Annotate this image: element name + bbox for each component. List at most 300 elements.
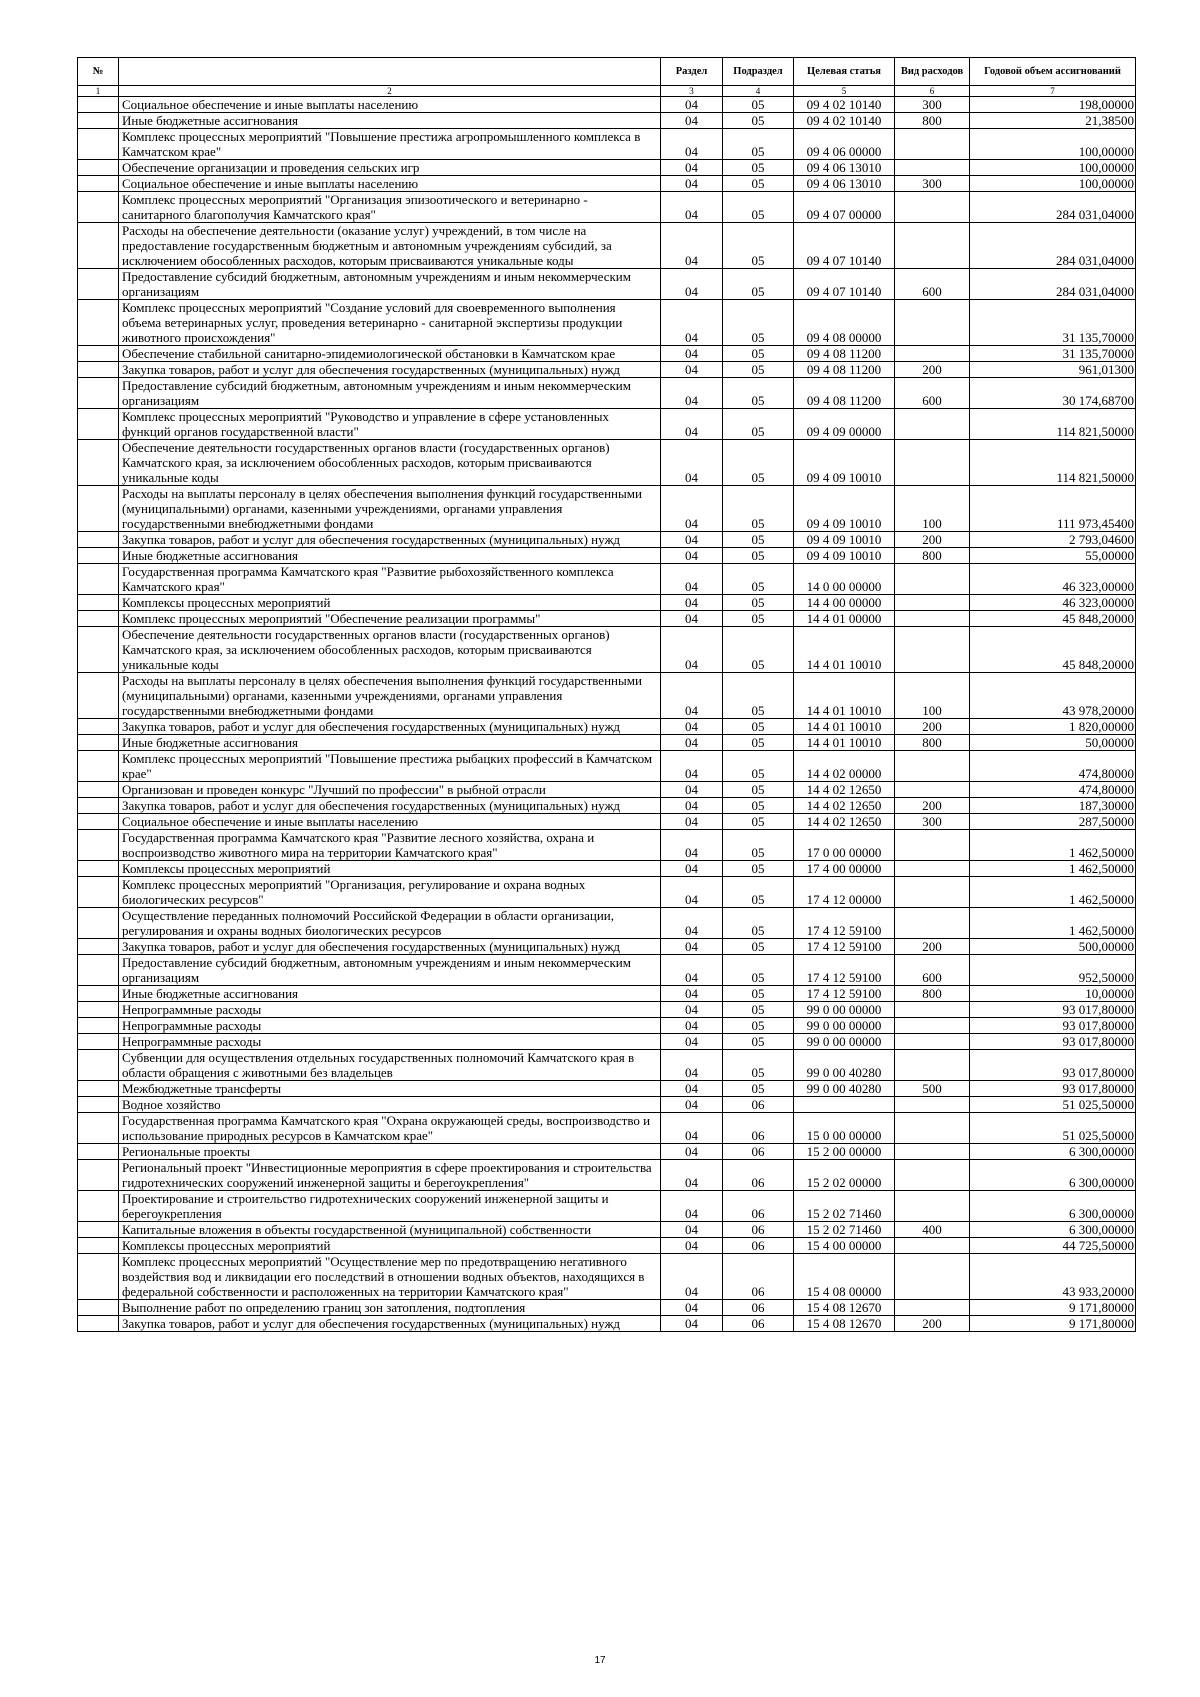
row-expense-type-cell: 300 [895,814,970,830]
row-amount-cell: 93 017,80000 [970,1018,1136,1034]
table-row [78,564,1136,595]
row-number-cell [78,798,119,814]
row-number-cell [78,548,119,564]
row-name-cell: Государственная программа Камчатского края "Охрана окружающей среды, воспроизводство и использование природных ресурсов в Камчатском крае" [119,1113,661,1144]
row-number-cell [78,1254,119,1300]
row-subsection-cell: 05 [723,1018,794,1034]
row-amount-cell: 474,80000 [970,751,1136,782]
row-target-cell: 09 4 02 10140 [794,97,895,113]
row-name-cell: Межбюджетные трансферты [119,1081,661,1097]
row-amount-cell: 961,01300 [970,362,1136,378]
row-expense-type-cell [895,595,970,611]
row-name-cell: Иные бюджетные ассигнования [119,986,661,1002]
row-amount-cell: 45 848,20000 [970,627,1136,673]
row-expense-type-cell [895,192,970,223]
table-row [78,1160,1136,1191]
row-expense-type-cell: 400 [895,1222,970,1238]
row-section-cell: 04 [661,830,723,861]
row-number-cell [78,113,119,129]
row-target-cell: 17 0 00 00000 [794,830,895,861]
row-subsection-cell: 05 [723,673,794,719]
row-target-cell: 15 0 00 00000 [794,1113,895,1144]
row-name-cell: Проектирование и строительство гидротехнических сооружений инженерной защиты и берегоукрепления [119,1191,661,1222]
column-number-row [78,86,1136,97]
row-expense-type-cell [895,782,970,798]
row-amount-cell: 31 135,70000 [970,346,1136,362]
table-row [78,160,1136,176]
row-number-cell [78,595,119,611]
table-row [78,548,1136,564]
row-expense-type-cell: 600 [895,378,970,409]
row-section-cell: 04 [661,1316,723,1332]
table-row [78,113,1136,129]
row-name-cell: Обеспечение стабильной санитарно-эпидемиологической обстановки в Камчатском крае [119,346,661,362]
row-target-cell: 09 4 08 11200 [794,362,895,378]
row-expense-type-cell [895,1300,970,1316]
row-number-cell [78,861,119,877]
row-section-cell: 04 [661,627,723,673]
row-section-cell: 04 [661,798,723,814]
row-section-cell: 04 [661,223,723,269]
row-number-cell [78,1113,119,1144]
column-number: 4 [723,86,794,97]
row-target-cell: 15 2 02 71460 [794,1191,895,1222]
column-number: 7 [970,86,1136,97]
header-no: № [78,58,119,86]
column-number: 6 [895,86,970,97]
row-number-cell [78,223,119,269]
table-row [78,627,1136,673]
row-section-cell: 04 [661,1050,723,1081]
table-row [78,1097,1136,1113]
row-amount-cell: 93 017,80000 [970,1050,1136,1081]
row-subsection-cell: 05 [723,1034,794,1050]
row-name-cell: Комплекс процессных мероприятий "Повышение престижа агропромышленного комплекса в Камчатском крае" [119,129,661,160]
row-target-cell: 14 4 00 00000 [794,595,895,611]
row-expense-type-cell: 200 [895,362,970,378]
row-subsection-cell: 06 [723,1316,794,1332]
row-amount-cell: 6 300,00000 [970,1144,1136,1160]
row-amount-cell: 100,00000 [970,129,1136,160]
row-amount-cell: 9 171,80000 [970,1316,1136,1332]
row-target-cell: 14 4 01 10010 [794,673,895,719]
row-number-cell [78,830,119,861]
row-expense-type-cell [895,861,970,877]
row-number-cell [78,751,119,782]
row-target-cell: 09 4 07 10140 [794,223,895,269]
row-number-cell [78,362,119,378]
header-expense-type: Вид расходов [895,58,970,86]
row-section-cell: 04 [661,939,723,955]
row-amount-cell: 500,00000 [970,939,1136,955]
row-number-cell [78,1316,119,1332]
table-row [78,97,1136,113]
row-name-cell: Расходы на выплаты персоналу в целях обеспечения выполнения функций государственными (муниципальными) органами, казенными учреждениями, органами управления государственными внебюджетными фондами [119,673,661,719]
budget-table [77,57,1136,1332]
row-name-cell: Закупка товаров, работ и услуг для обеспечения государственных (муниципальных) нужд [119,798,661,814]
page-number: 17 [594,1655,606,1666]
row-target-cell: 09 4 07 10140 [794,269,895,300]
row-amount-cell: 21,38500 [970,113,1136,129]
row-amount-cell: 43 978,20000 [970,673,1136,719]
table-row [78,955,1136,986]
table-row [78,1191,1136,1222]
row-expense-type-cell [895,1034,970,1050]
row-expense-type-cell: 300 [895,97,970,113]
row-subsection-cell: 05 [723,798,794,814]
row-amount-cell: 55,00000 [970,548,1136,564]
row-number-cell [78,1018,119,1034]
row-section-cell: 04 [661,1097,723,1113]
row-section-cell: 04 [661,735,723,751]
row-amount-cell: 952,50000 [970,955,1136,986]
row-subsection-cell: 05 [723,486,794,532]
row-expense-type-cell [895,908,970,939]
row-target-cell: 14 4 01 00000 [794,611,895,627]
row-expense-type-cell: 800 [895,548,970,564]
table-row [78,877,1136,908]
table-row [78,939,1136,955]
row-subsection-cell: 05 [723,223,794,269]
row-subsection-cell: 06 [723,1238,794,1254]
row-target-cell: 17 4 00 00000 [794,861,895,877]
row-section-cell: 04 [661,564,723,595]
table-row [78,1034,1136,1050]
row-amount-cell: 9 171,80000 [970,1300,1136,1316]
row-number-cell [78,532,119,548]
row-section-cell: 04 [661,1191,723,1222]
row-section-cell: 04 [661,908,723,939]
row-number-cell [78,97,119,113]
row-expense-type-cell: 300 [895,176,970,192]
row-amount-cell: 284 031,04000 [970,269,1136,300]
row-expense-type-cell [895,346,970,362]
row-target-cell: 14 4 02 12650 [794,814,895,830]
row-amount-cell: 100,00000 [970,176,1136,192]
row-subsection-cell: 06 [723,1254,794,1300]
table-row [78,673,1136,719]
row-subsection-cell: 05 [723,782,794,798]
row-section-cell: 04 [661,1018,723,1034]
column-number: 1 [78,86,119,97]
row-name-cell: Предоставление субсидий бюджетным, автономным учреждениям и иным некоммерческим организациям [119,269,661,300]
row-expense-type-cell [895,1113,970,1144]
row-section-cell: 04 [661,1300,723,1316]
row-name-cell: Иные бюджетные ассигнования [119,113,661,129]
row-number-cell [78,192,119,223]
row-number-cell [78,814,119,830]
row-expense-type-cell [895,409,970,440]
table-row [78,798,1136,814]
row-target-cell: 99 0 00 00000 [794,1002,895,1018]
row-subsection-cell: 05 [723,955,794,986]
row-target-cell: 14 4 01 10010 [794,719,895,735]
row-target-cell: 17 4 12 59100 [794,955,895,986]
row-subsection-cell: 05 [723,1002,794,1018]
table-row [78,1238,1136,1254]
row-amount-cell: 93 017,80000 [970,1034,1136,1050]
row-number-cell [78,440,119,486]
row-amount-cell: 10,00000 [970,986,1136,1002]
row-section-cell: 04 [661,986,723,1002]
row-amount-cell: 46 323,00000 [970,595,1136,611]
row-number-cell [78,1050,119,1081]
row-expense-type-cell: 100 [895,673,970,719]
row-subsection-cell: 05 [723,129,794,160]
row-amount-cell: 93 017,80000 [970,1081,1136,1097]
row-number-cell [78,735,119,751]
row-amount-cell: 6 300,00000 [970,1160,1136,1191]
table-row [78,1050,1136,1081]
row-expense-type-cell [895,440,970,486]
row-expense-type-cell [895,300,970,346]
row-section-cell: 04 [661,1160,723,1191]
row-amount-cell: 1 462,50000 [970,861,1136,877]
row-subsection-cell: 06 [723,1097,794,1113]
row-section-cell: 04 [661,160,723,176]
row-section-cell: 04 [661,814,723,830]
row-number-cell [78,1191,119,1222]
row-name-cell: Расходы на выплаты персоналу в целях обеспечения выполнения функций государственными (муниципальными) органами, казенными учреждениями, органами управления государственными внебюджетными фондами [119,486,661,532]
row-amount-cell: 46 323,00000 [970,564,1136,595]
row-section-cell: 04 [661,176,723,192]
column-number: 2 [119,86,661,97]
row-expense-type-cell [895,1097,970,1113]
row-name-cell: Расходы на обеспечение деятельности (оказание услуг) учреждений, в том числе на предоставление государственным бюджетным и автономным учреждениям субсидий, за исключением обособленных расходов, которым присваиваются уникальные коды [119,223,661,269]
row-target-cell: 99 0 00 00000 [794,1018,895,1034]
row-expense-type-cell [895,877,970,908]
row-name-cell: Комплекс процессных мероприятий "Создание условий для своевременного выполнения объема ветеринарных услуг, проведения ветеринарно - санитарной экспертизы продукции животного происхождения" [119,300,661,346]
row-target-cell: 09 4 09 10010 [794,532,895,548]
row-name-cell: Комплекс процессных мероприятий "Организация эпизоотического и ветеринарно - санитарного благополучия Камчатского края" [119,192,661,223]
row-subsection-cell: 05 [723,830,794,861]
row-name-cell: Комплексы процессных мероприятий [119,595,661,611]
row-section-cell: 04 [661,751,723,782]
row-expense-type-cell: 500 [895,1081,970,1097]
row-name-cell: Предоставление субсидий бюджетным, автономным учреждениям и иным некоммерческим организациям [119,378,661,409]
row-name-cell: Комплекс процессных мероприятий "Организация, регулирование и охрана водных биологических ресурсов" [119,877,661,908]
row-name-cell: Непрограммные расходы [119,1034,661,1050]
row-section-cell: 04 [661,97,723,113]
row-amount-cell: 50,00000 [970,735,1136,751]
row-section-cell: 04 [661,1254,723,1300]
row-expense-type-cell [895,1018,970,1034]
row-target-cell: 17 4 12 59100 [794,986,895,1002]
row-amount-cell: 287,50000 [970,814,1136,830]
row-subsection-cell: 05 [723,908,794,939]
table-row [78,1316,1136,1332]
row-section-cell: 04 [661,362,723,378]
row-expense-type-cell [895,627,970,673]
row-name-cell: Субвенции для осуществления отдельных государственных полномочий Камчатского края в области обращения с животными без владельцев [119,1050,661,1081]
row-subsection-cell: 05 [723,113,794,129]
row-subsection-cell: 05 [723,564,794,595]
table-row [78,782,1136,798]
row-number-cell [78,611,119,627]
table-row [78,1300,1136,1316]
row-number-cell [78,346,119,362]
row-target-cell: 15 4 08 00000 [794,1254,895,1300]
header-row [78,58,1136,86]
row-number-cell [78,564,119,595]
table-row [78,486,1136,532]
header-subsection: Подраздел [723,58,794,86]
row-expense-type-cell [895,1238,970,1254]
row-number-cell [78,269,119,300]
row-expense-type-cell [895,1144,970,1160]
row-name-cell: Социальное обеспечение и иные выплаты населению [119,814,661,830]
row-subsection-cell: 05 [723,735,794,751]
row-target-cell: 14 4 01 10010 [794,735,895,751]
row-target-cell: 09 4 09 00000 [794,409,895,440]
row-name-cell: Государственная программа Камчатского края "Развитие рыбохозяйственного комплекса Камчатского края" [119,564,661,595]
row-target-cell: 09 4 07 00000 [794,192,895,223]
row-number-cell [78,378,119,409]
row-number-cell [78,1034,119,1050]
row-expense-type-cell: 200 [895,1316,970,1332]
row-target-cell: 09 4 02 10140 [794,113,895,129]
row-number-cell [78,1081,119,1097]
row-amount-cell: 44 725,50000 [970,1238,1136,1254]
row-amount-cell: 1 462,50000 [970,830,1136,861]
row-amount-cell: 284 031,04000 [970,192,1136,223]
row-section-cell: 04 [661,1034,723,1050]
row-amount-cell: 45 848,20000 [970,611,1136,627]
row-section-cell: 04 [661,548,723,564]
header-target: Целевая статья [794,58,895,86]
table-row [78,269,1136,300]
row-name-cell: Комплекс процессных мероприятий "Осуществление мер по предотвращению негативного воздействия вод и ликвидации его последствий в отношении водных объектов, находящихся в федеральной собственности и расположенных на территории Камчатского края" [119,1254,661,1300]
row-expense-type-cell [895,160,970,176]
row-amount-cell: 51 025,50000 [970,1097,1136,1113]
row-name-cell: Капитальные вложения в объекты государственной (муниципальной) собственности [119,1222,661,1238]
row-name-cell: Закупка товаров, работ и услуг для обеспечения государственных (муниципальных) нужд [119,362,661,378]
row-number-cell [78,409,119,440]
row-amount-cell: 187,30000 [970,798,1136,814]
row-target-cell: 17 4 12 59100 [794,908,895,939]
row-expense-type-cell: 200 [895,939,970,955]
row-amount-cell: 51 025,50000 [970,1113,1136,1144]
row-expense-type-cell [895,1050,970,1081]
row-subsection-cell: 05 [723,192,794,223]
row-expense-type-cell: 600 [895,269,970,300]
row-number-cell [78,1144,119,1160]
row-subsection-cell: 06 [723,1113,794,1144]
row-name-cell: Водное хозяйство [119,1097,661,1113]
row-number-cell [78,719,119,735]
row-section-cell: 04 [661,1002,723,1018]
row-number-cell [78,627,119,673]
row-expense-type-cell [895,223,970,269]
row-expense-type-cell [895,1160,970,1191]
row-target-cell: 15 2 02 00000 [794,1160,895,1191]
row-subsection-cell: 06 [723,1144,794,1160]
row-expense-type-cell [895,564,970,595]
table-row [78,300,1136,346]
row-section-cell: 04 [661,269,723,300]
row-name-cell: Комплексы процессных мероприятий [119,1238,661,1254]
row-target-cell [794,1097,895,1113]
row-target-cell: 09 4 08 00000 [794,300,895,346]
row-target-cell: 15 2 02 71460 [794,1222,895,1238]
row-subsection-cell: 05 [723,532,794,548]
row-amount-cell: 114 821,50000 [970,440,1136,486]
table-row [78,409,1136,440]
row-number-cell [78,877,119,908]
row-name-cell: Государственная программа Камчатского края "Развитие лесного хозяйства, охрана и воспроизводство животного мира на территории Камчатского края" [119,830,661,861]
row-name-cell: Региональный проект "Инвестиционные мероприятия в сфере проектирования и строительства гидротехнических сооружений инженерной защиты и берегоукрепления" [119,1160,661,1191]
row-number-cell [78,176,119,192]
row-section-cell: 04 [661,1222,723,1238]
row-name-cell: Комплекс процессных мероприятий "Обеспечение реализации программы" [119,611,661,627]
row-subsection-cell: 05 [723,939,794,955]
row-section-cell: 04 [661,440,723,486]
row-subsection-cell: 05 [723,595,794,611]
row-section-cell: 04 [661,129,723,160]
row-number-cell [78,1097,119,1113]
row-section-cell: 04 [661,782,723,798]
row-subsection-cell: 05 [723,346,794,362]
table-row [78,986,1136,1002]
table-row [78,611,1136,627]
row-subsection-cell: 05 [723,97,794,113]
row-subsection-cell: 06 [723,1160,794,1191]
row-number-cell [78,673,119,719]
row-name-cell: Комплексы процессных мероприятий [119,861,661,877]
row-subsection-cell: 05 [723,611,794,627]
table-row [78,1081,1136,1097]
row-target-cell: 09 4 09 10010 [794,548,895,564]
row-section-cell: 04 [661,192,723,223]
row-section-cell: 04 [661,113,723,129]
row-number-cell [78,986,119,1002]
row-name-cell: Комплекс процессных мероприятий "Повышение престижа рыбацких профессий в Камчатском крае" [119,751,661,782]
table-row [78,176,1136,192]
row-name-cell: Обеспечение деятельности государственных органов власти (государственных органов) Камчатского края, за исключением обособленных расходов, которым присваиваются уникальные коды [119,627,661,673]
row-name-cell: Иные бюджетные ассигнования [119,548,661,564]
row-section-cell: 04 [661,486,723,532]
row-subsection-cell: 05 [723,861,794,877]
row-amount-cell: 31 135,70000 [970,300,1136,346]
row-number-cell [78,1222,119,1238]
row-subsection-cell: 05 [723,548,794,564]
row-subsection-cell: 05 [723,409,794,440]
row-name-cell: Выполнение работ по определению границ зон затопления, подтопления [119,1300,661,1316]
row-expense-type-cell [895,1002,970,1018]
row-subsection-cell: 05 [723,362,794,378]
row-section-cell: 04 [661,719,723,735]
row-target-cell: 15 2 00 00000 [794,1144,895,1160]
row-subsection-cell: 06 [723,1222,794,1238]
row-target-cell: 09 4 09 10010 [794,486,895,532]
row-name-cell: Осуществление переданных полномочий Российской Федерации в области организации, регулирования и охраны водных биологических ресурсов [119,908,661,939]
table-row [78,1144,1136,1160]
table-row [78,129,1136,160]
row-name-cell: Комплекс процессных мероприятий "Руководство и управление в сфере установленных функций органов государственной власти" [119,409,661,440]
table-body [78,97,1136,1332]
row-number-cell [78,486,119,532]
row-target-cell: 15 4 00 00000 [794,1238,895,1254]
row-section-cell: 04 [661,1113,723,1144]
table-row [78,440,1136,486]
row-section-cell: 04 [661,611,723,627]
row-amount-cell: 43 933,20000 [970,1254,1136,1300]
row-expense-type-cell [895,830,970,861]
row-expense-type-cell [895,751,970,782]
header-section: Раздел [661,58,723,86]
row-expense-type-cell: 100 [895,486,970,532]
row-subsection-cell: 05 [723,627,794,673]
